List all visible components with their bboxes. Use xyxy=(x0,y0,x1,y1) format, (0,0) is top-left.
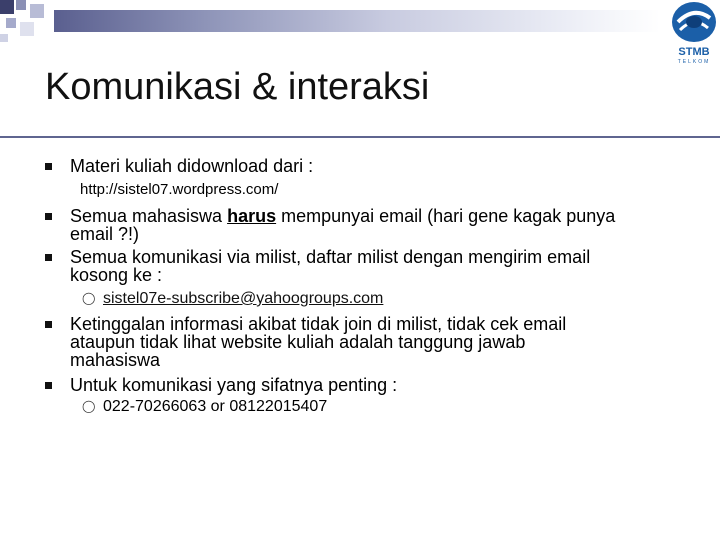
emphasis-text: harus xyxy=(227,206,277,226)
decor-square xyxy=(0,0,14,14)
decor-square xyxy=(16,0,26,10)
bullet-text-line2: kosong ke : xyxy=(70,265,163,285)
milist-email-link[interactable]: sistel07e-subscribe@yahoogroups.com xyxy=(103,290,384,307)
bullet-marker xyxy=(45,254,52,261)
bullet-marker xyxy=(45,163,52,170)
bullet-text: Untuk komunikasi yang sifatnya penting : xyxy=(70,375,398,395)
logo-text: STMB xyxy=(678,46,710,58)
decor-square xyxy=(30,4,44,18)
bullet-marker xyxy=(45,213,52,220)
bullet-text: Materi kuliah didownload dari : xyxy=(70,156,314,176)
decor-square xyxy=(6,18,16,28)
sub-bullet-marker: ◯ xyxy=(82,399,96,413)
logo-subtext: TELKOM xyxy=(677,59,711,65)
bullet-text: Semua komunikasi via milist, daftar milist dengan mengirim email xyxy=(70,247,591,267)
bullet-text-part: mempunyai email (hari gene kagak punya xyxy=(276,206,616,226)
bullet-marker xyxy=(45,321,52,328)
bullet-text xyxy=(70,207,615,225)
sub-bullet-marker: ◯ xyxy=(82,291,96,305)
contact-phone: 022-70266063 or 08122015407 xyxy=(103,398,328,415)
header-gradient-bar xyxy=(54,10,660,32)
bullet-text-part: Semua mahasiswa xyxy=(70,206,228,226)
bullet-marker xyxy=(45,382,52,389)
decor-square xyxy=(20,22,34,36)
bullet-text: Ketinggalan informasi akibat tidak join di milist, tidak cek email xyxy=(70,314,567,334)
course-url[interactable]: http://sistel07.wordpress.com/ xyxy=(80,181,279,198)
bullet-text-line2: ataupun tidak lihat website kuliah adalah tanggung jawab xyxy=(70,332,526,352)
bullet-text-line3: mahasiswa xyxy=(70,350,161,370)
slide-title: Komunikasi & interaksi xyxy=(45,66,430,108)
title-divider xyxy=(0,136,720,138)
decor-square xyxy=(0,34,8,42)
stmb-telkom-logo xyxy=(668,0,720,66)
bullet-text-line2: email ?!) xyxy=(70,224,140,244)
